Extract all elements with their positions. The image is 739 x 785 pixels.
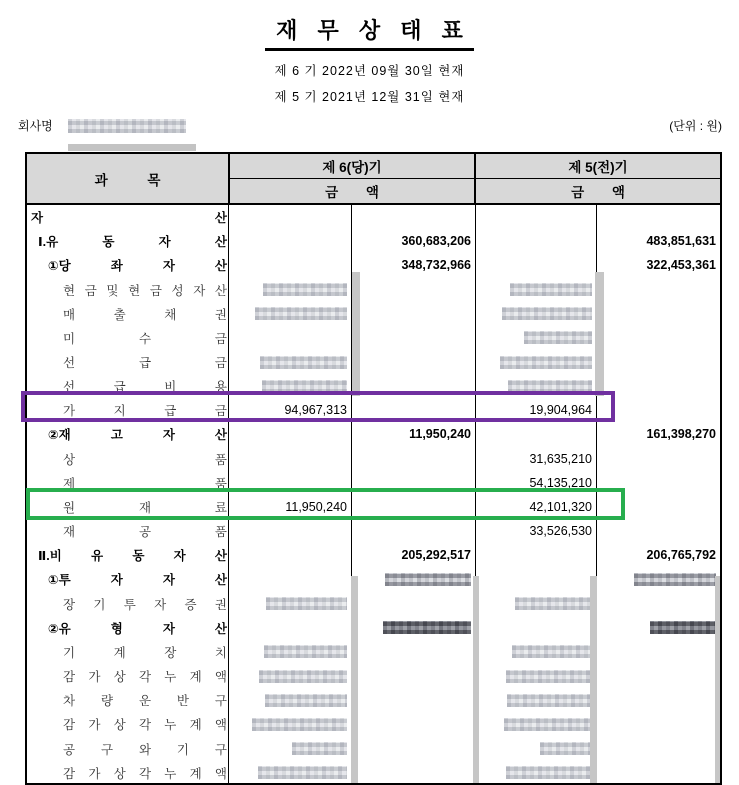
redacted-value <box>292 742 347 755</box>
redacted-value <box>252 718 347 731</box>
account-name: 원 재 료 <box>63 500 227 515</box>
amount-cell-current_total <box>351 761 475 785</box>
amount-cell-current_total <box>351 519 475 543</box>
amount-cell-prior_total <box>596 519 720 543</box>
amount-cell-prior_total <box>596 688 720 712</box>
redacted-value <box>507 694 592 707</box>
balance-sheet-table <box>25 152 722 785</box>
amount-cell-current_total: 205,292,517 <box>351 543 475 567</box>
account-name: ①당 좌 자 산 <box>48 259 227 274</box>
amount-cell-prior_detail <box>475 712 596 736</box>
amount-cell-current_detail <box>228 640 351 664</box>
amount-cell-prior_detail <box>475 422 596 446</box>
table-row <box>27 326 720 350</box>
account-name: Ⅱ.비 유 동 자 산 <box>38 549 227 564</box>
amount-cell-current_detail <box>228 761 351 785</box>
amount-cell-current_detail <box>228 543 351 567</box>
amount-cell-prior_detail <box>475 761 596 785</box>
redacted-value <box>504 718 592 731</box>
redacted-value <box>385 573 471 586</box>
amount-cell-prior_total <box>596 447 720 471</box>
amount-cell-prior_detail: 42,101,320 <box>475 495 596 519</box>
header-account: 과 목 <box>94 172 179 188</box>
table-row <box>27 761 720 785</box>
amount-cell-prior_total <box>596 761 720 785</box>
company-name-redacted <box>68 119 186 133</box>
amount-cell-current_detail <box>228 664 351 688</box>
amount-cell-prior_detail <box>475 543 596 567</box>
amount-cell-current_detail <box>228 592 351 616</box>
table-row <box>27 277 720 301</box>
period-line-prior: 제 5 기 2021년 12월 31일 현재 <box>274 90 465 104</box>
amount-cell-prior_detail <box>475 640 596 664</box>
amount-cell-current_detail <box>228 326 351 350</box>
amount-cell-prior_detail <box>475 253 596 277</box>
account-name: 공 구 와 기 구 <box>63 742 227 757</box>
amount-cell-prior_total <box>596 736 720 760</box>
amount-cell-current_detail <box>228 688 351 712</box>
amount-cell-current_total <box>351 736 475 760</box>
highlight-box-green <box>26 488 625 520</box>
table-row <box>27 640 720 664</box>
redaction-band <box>715 576 722 785</box>
table-row <box>27 712 720 736</box>
table-row <box>27 205 720 229</box>
amount-cell-prior_detail <box>475 229 596 253</box>
account-name: 상 품 <box>63 452 227 467</box>
amount-cell-current_total <box>351 567 475 591</box>
account-name: 감 가 상 각 누 계 액 <box>63 718 227 733</box>
account-name: ②재 고 자 산 <box>48 428 227 443</box>
amount-cell-current_detail <box>228 277 351 301</box>
amount-cell-current_total <box>351 205 475 229</box>
redacted-value <box>265 694 347 707</box>
amount-cell-current_total <box>351 640 475 664</box>
amount-cell-current_total: 11,950,240 <box>351 422 475 446</box>
amount-cell-prior_total <box>596 326 720 350</box>
table-row <box>27 664 720 688</box>
table-row <box>27 422 720 446</box>
amount-cell-current_detail <box>228 229 351 253</box>
amount-cell-current_detail <box>228 616 351 640</box>
amount-cell-current_total <box>351 592 475 616</box>
account-name: 현 금 및 현 금 성 자 산 <box>63 283 227 298</box>
table-row <box>27 229 720 253</box>
amount-cell-prior_detail <box>475 688 596 712</box>
table-row <box>27 302 720 326</box>
amount-cell-prior_detail <box>475 205 596 229</box>
redacted-value <box>500 356 592 369</box>
table-row <box>27 567 720 591</box>
page-title: 재 무 상 태 표 <box>265 14 474 51</box>
redacted-value <box>255 307 347 320</box>
amount-cell-current_detail <box>228 736 351 760</box>
amount-cell-current_detail <box>228 712 351 736</box>
amount-cell-prior_detail <box>475 616 596 640</box>
redacted-value <box>260 356 347 369</box>
amount-cell-prior_detail: 54,135,210 <box>475 471 596 495</box>
header-prior-period-label: 제 5(전)기 <box>568 160 628 175</box>
account-name: 미 수 금 <box>63 331 227 346</box>
amount-cell-prior_total <box>596 640 720 664</box>
redacted-value <box>512 645 592 658</box>
redacted-value <box>650 621 716 634</box>
account-name: 선 급 금 <box>63 356 227 371</box>
amount-cell-prior_total <box>596 664 720 688</box>
amount-cell-current_detail: 11,950,240 <box>228 495 351 519</box>
account-name: ②유 형 자 산 <box>48 621 227 636</box>
account-name: 자 산 <box>31 211 227 226</box>
meta-row <box>18 117 722 134</box>
table-row <box>27 447 720 471</box>
amount-cell-prior_detail: 19,904,964 <box>475 398 596 422</box>
amount-cell-prior_total <box>596 712 720 736</box>
company-field <box>18 117 186 134</box>
amount-cell-prior_total <box>596 616 720 640</box>
amount-cell-prior_detail <box>475 592 596 616</box>
table-row <box>27 253 720 277</box>
amount-cell-prior_total <box>596 350 720 374</box>
account-name: 제 품 <box>63 476 227 491</box>
amount-cell-current_detail <box>228 519 351 543</box>
table-row <box>27 736 720 760</box>
table-row <box>27 616 720 640</box>
company-underline-redaction <box>68 144 196 151</box>
account-name: 가 지 급 금 <box>63 404 227 419</box>
period-line-current: 제 6 기 2022년 09월 30일 현재 <box>274 64 465 78</box>
header-amount-prior: 금 액 <box>476 178 720 203</box>
redaction-band <box>473 576 479 785</box>
amount-cell-prior_detail <box>475 277 596 301</box>
amount-cell-current_detail <box>228 567 351 591</box>
header-current-period-label: 제 6(당)기 <box>322 160 382 175</box>
redacted-value <box>266 597 347 610</box>
table-row <box>27 592 720 616</box>
amount-cell-current_detail <box>228 447 351 471</box>
amount-cell-current_total <box>351 688 475 712</box>
table-row <box>27 519 720 543</box>
amount-cell-current_detail <box>228 350 351 374</box>
redacted-value <box>506 670 592 683</box>
table-row <box>27 543 720 567</box>
amount-cell-prior_total <box>596 277 720 301</box>
account-name: 기 계 장 치 <box>63 645 227 660</box>
company-label: 회사명 <box>18 119 53 133</box>
amount-cell-prior_total: 322,453,361 <box>596 253 720 277</box>
account-name: 장 기 투 자 증 권 <box>63 597 227 612</box>
account-name: Ⅰ.유 동 자 산 <box>38 235 227 250</box>
amount-cell-current_total <box>351 712 475 736</box>
account-name: 매 출 채 권 <box>63 307 227 322</box>
amount-cell-prior_detail <box>475 736 596 760</box>
amount-cell-prior_detail <box>475 664 596 688</box>
amount-cell-current_total <box>351 447 475 471</box>
redaction-band <box>595 272 604 396</box>
table-header <box>25 152 722 205</box>
amount-cell-prior_total <box>596 592 720 616</box>
amount-cell-current_total <box>351 277 475 301</box>
redacted-value <box>515 597 592 610</box>
amount-cell-current_total: 348,732,966 <box>351 253 475 277</box>
amount-cell-prior_detail <box>475 350 596 374</box>
table-row <box>27 688 720 712</box>
redacted-value <box>510 283 592 296</box>
amount-cell-prior_total: 483,851,631 <box>596 229 720 253</box>
amount-cell-prior_total <box>596 302 720 326</box>
account-name: 재 공 품 <box>63 525 227 540</box>
amount-cell-current_detail <box>228 422 351 446</box>
amount-cell-current_detail: 94,967,313 <box>228 398 351 422</box>
amount-cell-current_total <box>351 302 475 326</box>
redacted-value <box>502 307 592 320</box>
redaction-band <box>352 272 360 396</box>
redaction-band <box>351 576 358 785</box>
account-name: 차 량 운 반 구 <box>63 694 227 709</box>
amount-cell-prior_detail: 31,635,210 <box>475 447 596 471</box>
account-name: 선 급 비 용 <box>63 380 227 395</box>
account-name: ①투 자 자 산 <box>48 573 227 588</box>
amount-cell-prior_detail <box>475 326 596 350</box>
header-current-period <box>228 154 474 203</box>
redacted-value <box>524 331 592 344</box>
redaction-band <box>590 576 597 785</box>
amount-cell-prior_total <box>596 205 720 229</box>
amount-cell-prior_total <box>596 567 720 591</box>
account-name: 감 가 상 각 누 계 액 <box>63 670 227 685</box>
redacted-value <box>263 283 347 296</box>
amount-cell-current_total <box>351 350 475 374</box>
amount-cell-current_detail <box>228 302 351 326</box>
redacted-value <box>264 645 347 658</box>
highlight-box-purple <box>21 391 615 422</box>
amount-cell-prior_detail <box>475 567 596 591</box>
redacted-value <box>540 742 592 755</box>
account-name: 감 가 상 각 누 계 액 <box>63 766 227 781</box>
amount-cell-current_total <box>351 326 475 350</box>
amount-cell-current_total <box>351 664 475 688</box>
unit-label: (단위 : 원) <box>669 119 722 133</box>
amount-cell-prior_total: 161,398,270 <box>596 422 720 446</box>
header-amount-current: 금 액 <box>230 178 474 203</box>
amount-cell-current_total <box>351 616 475 640</box>
table-row <box>27 350 720 374</box>
amount-cell-prior_total: 206,765,792 <box>596 543 720 567</box>
redacted-value <box>506 766 592 779</box>
amount-cell-current_detail <box>228 253 351 277</box>
redacted-value <box>634 573 716 586</box>
redacted-value <box>258 766 347 779</box>
amount-cell-prior_detail: 33,526,530 <box>475 519 596 543</box>
amount-cell-prior_detail <box>475 302 596 326</box>
redacted-value <box>259 670 347 683</box>
amount-cell-current_total: 360,683,206 <box>351 229 475 253</box>
redacted-value <box>383 621 471 634</box>
header-prior-period <box>474 154 720 203</box>
amount-cell-current_detail <box>228 205 351 229</box>
